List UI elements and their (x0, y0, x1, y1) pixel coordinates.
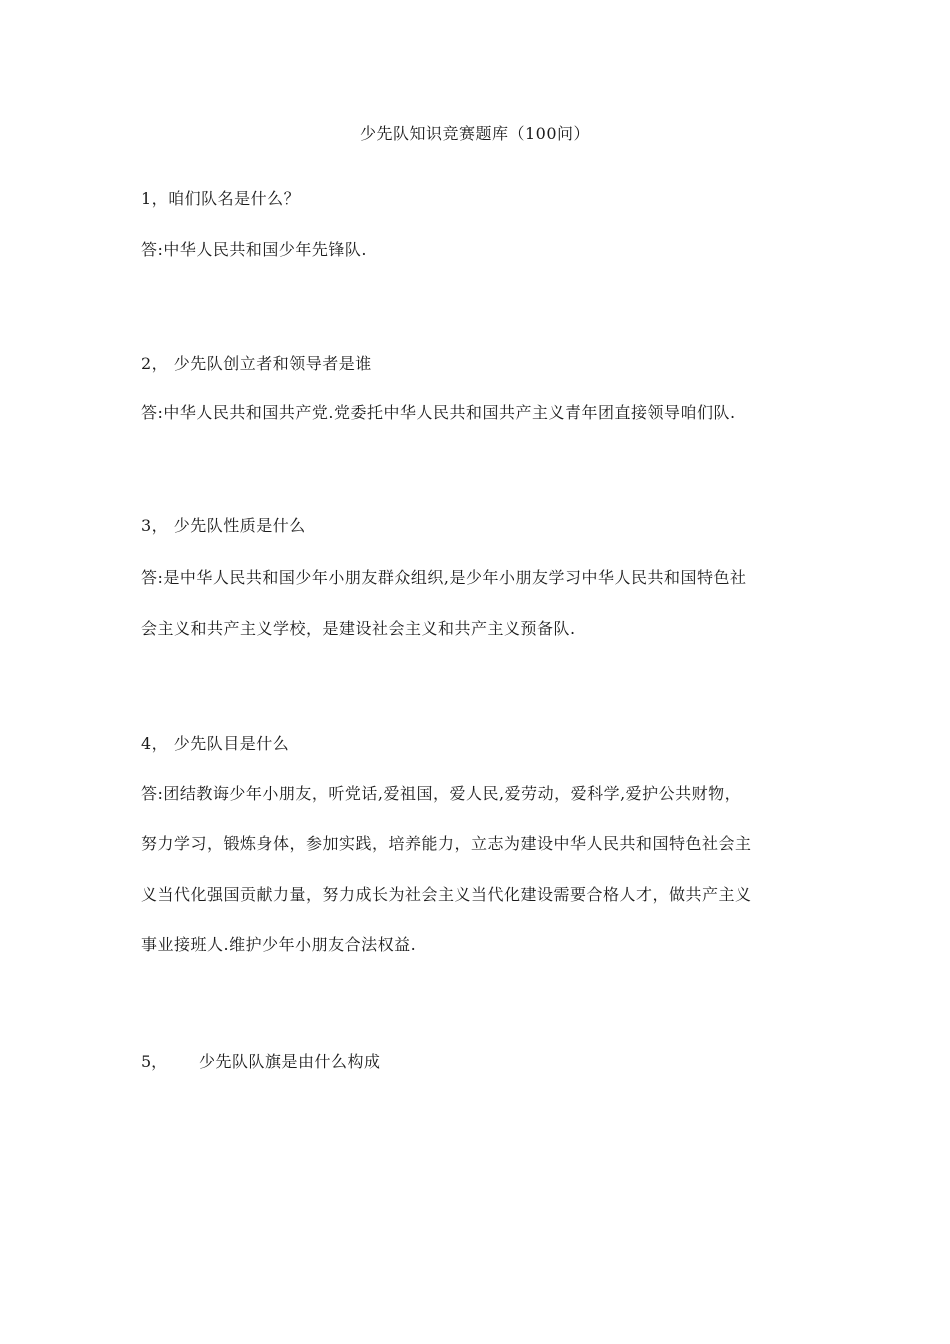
answer-3-line-2: 会主义和共产主义学校，是建设社会主义和共产主义预备队. (141, 619, 576, 638)
question-5-number: 5， (141, 1052, 168, 1071)
answer-4-line-2: 努力学习，锻炼身体，参加实践，培养能力，立志为建设中华人民共和国特色社会主 (141, 834, 752, 853)
answer-4-line-3: 义当代化强国贡献力量，努力成长为社会主义当代化建设需要合格人才，做共产主义 (141, 885, 752, 904)
question-3: 3， 少先队性质是什么 (141, 516, 306, 535)
answer-1-line-1: 答:中华人民共和国少年先锋队. (141, 240, 367, 259)
document-title: 少先队知识竞赛题库（100问） (359, 124, 591, 143)
answer-4-line-4: 事业接班人.维护少年小朋友合法权益. (141, 935, 417, 954)
question-2: 2， 少先队创立者和领导者是谁 (141, 354, 372, 373)
question-4: 4， 少先队目是什么 (141, 734, 290, 753)
question-1: 1，咱们队名是什么？ (141, 189, 301, 208)
answer-4-line-1: 答:团结教诲少年小朋友，听党话,爱祖国，爱人民,爱劳动，爱科学,爱护公共财物， (141, 784, 742, 803)
answer-3-line-1: 答:是中华人民共和国少年小朋友群众组织,是少年小朋友学习中华人民共和国特色社 (141, 568, 747, 587)
answer-2-line-1: 答:中华人民共和国共产党.党委托中华人民共和国共产主义青年团直接领导咱们队. (141, 403, 736, 422)
question-5-text: 少先队队旗是由什么构成 (199, 1052, 381, 1071)
